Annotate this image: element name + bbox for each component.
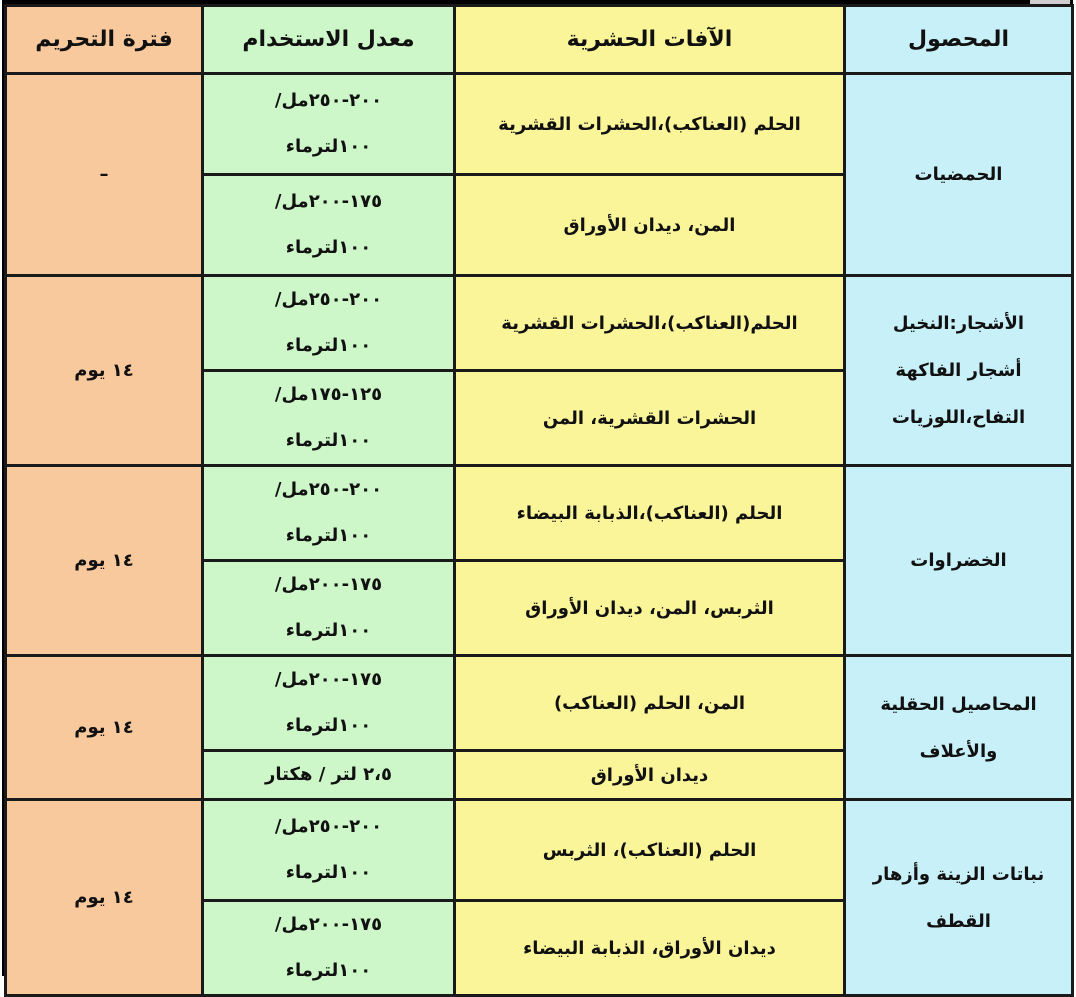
rate-line: ١٧٥-٢٠٠مل/ [274,914,383,935]
crop-label-line: أشجار الفاكهة [895,360,1022,381]
crop-cell [845,656,1073,800]
rate-line: ١٠٠لترماء [285,960,372,981]
rate-line: ١٠٠لترماء [285,525,372,546]
crop-label-line: الأشجار:النخيل [892,313,1025,334]
crop-label-line: الحمضيات [914,164,1003,185]
rate-line: ٢،٥ لتر / هكتار [265,764,392,785]
rate-line: ٢٠٠-٢٥٠مل/ [274,289,383,310]
crop-cell [845,74,1073,276]
crop-label-line: الخضراوات [910,550,1007,571]
rate-line: ٢٠٠-٢٥٠مل/ [274,479,383,500]
rate-line: ٢٠٠-٢٥٠مل/ [274,90,383,111]
crop-cell [845,800,1073,996]
pests-cell: المن، الحلم (العناكب) [455,656,845,751]
rate-line: ٢٠٠-٢٥٠مل/ [274,816,383,837]
rate-cell [203,371,455,466]
table-row [6,800,1073,901]
pests-cell: الحشرات القشرية، المن [455,371,845,466]
table-body [6,74,1073,996]
pests-cell: ديدان الأوراق، الذبابة البيضاء [455,901,845,996]
header-row [6,6,1073,74]
crop-label-line: القطف [926,910,991,932]
crop-label-line: نباتات الزينة وأزهار [872,863,1045,885]
table-row [6,74,1073,175]
period-cell: ١٤ يوم [6,466,203,656]
rate-line: ١٧٥-٢٠٠مل/ [274,191,383,212]
pests-cell: الثربس، المن، ديدان الأوراق [455,561,845,656]
header-period: فترة التحريم [6,6,203,74]
rate-line: ١٠٠لترماء [285,715,372,736]
rate-line: ١٢٥-١٧٥مل/ [274,384,383,405]
period-cell: ١٤ يوم [6,276,203,466]
rate-line: ١٠٠لترماء [285,620,372,641]
rate-cell [203,901,455,996]
table-row [6,466,1073,561]
rate-cell [203,751,455,800]
rate-line: ١٧٥-٢٠٠مل/ [274,574,383,595]
pests-cell: الحلم(العناكب)،الحشرات القشرية [455,276,845,371]
period-cell: ١٤ يوم [6,800,203,996]
rate-line: ١٠٠لترماء [285,136,372,157]
crop-cell [845,276,1073,466]
rate-line: ١٠٠لترماء [285,862,372,883]
pests-cell: الحلم (العناكب)،الحشرات القشرية [455,74,845,175]
pests-cell: الحلم (العناكب)، الثربس [455,800,845,901]
header-pests: الآفات الحشرية [455,6,845,74]
period-cell: ١٤ يوم [6,656,203,800]
table-row [6,656,1073,751]
crop-label-line: المحاصيل الحقلية [880,693,1037,715]
rate-line: ١٠٠لترماء [285,335,372,356]
pests-cell: الحلم (العناكب)،الذبابة البيضاء [455,466,845,561]
pests-cell: المن، ديدان الأوراق [455,175,845,276]
rate-cell [203,561,455,656]
pests-cell: ديدان الأوراق [455,751,845,800]
rate-line: ١٠٠لترماء [285,237,372,258]
rate-cell [203,466,455,561]
rate-cell [203,74,455,175]
rate-cell [203,656,455,751]
rate-line: ١٧٥-٢٠٠مل/ [274,669,383,690]
header-rate: معدل الاستخدام [203,6,455,74]
period-cell: – [6,74,203,276]
crop-label-line: والأعلاف [919,740,998,762]
rate-cell [203,276,455,371]
rate-cell [203,175,455,276]
crop-cell [845,466,1073,656]
crop-label-line: التفاح،اللوزيات [891,407,1026,428]
header-crop: المحصول [845,6,1073,74]
rate-line: ١٠٠لترماء [285,430,372,451]
rate-cell [203,800,455,901]
pesticide-usage-table [4,4,1074,997]
table-row [6,276,1073,371]
